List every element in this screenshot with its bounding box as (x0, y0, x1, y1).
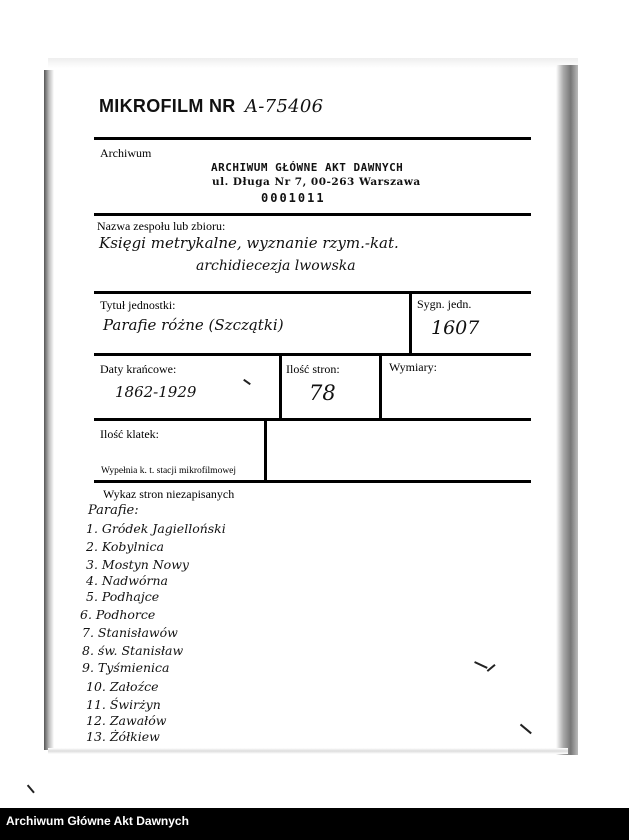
microfilm-title (99, 96, 323, 117)
list-item: 7. Stanisławów (82, 625, 178, 640)
divider-frames-vertical (264, 418, 267, 481)
pages-handwritten: 78 (309, 381, 336, 405)
collection-label: Nazwa zespołu lub zbioru: (97, 219, 226, 233)
unwritten-pages-label: Wykaz stron niezapisanych (103, 487, 235, 501)
list-item: 1. Gródek Jagielloński (86, 521, 226, 536)
frames-note: Wypełnia k. t. stacji mikrofilmowej (101, 466, 237, 476)
pen-mark (27, 784, 35, 793)
scan-right-edge (556, 65, 578, 755)
parishes-heading: Parafie: (88, 503, 139, 518)
divider-signature-vertical (409, 291, 412, 354)
collection-handwritten-line2: archidiecezja lwowska (196, 258, 356, 274)
divider-dates-vertical (279, 353, 282, 419)
list-item: 10. Załoźce (86, 679, 159, 694)
dates-handwritten: 1862-1929 (115, 383, 197, 401)
frames-label: Ilość klatek: (100, 427, 159, 441)
list-item: 2. Kobylnica (86, 539, 164, 554)
signature-label: Sygn. jedn. (417, 297, 472, 311)
list-item: 6. Podhorce (80, 607, 156, 622)
divider-collection (94, 291, 531, 294)
archive-stamp-line1: ARCHIWUM GŁÓWNE AKT DAWNYCH (211, 161, 404, 174)
signature-handwritten: 1607 (431, 317, 480, 339)
list-item: 3. Mostyn Nowy (86, 557, 189, 572)
divider-archive (94, 213, 531, 216)
divider-dates (94, 418, 531, 421)
divider-title (94, 137, 531, 140)
pages-label: Ilość stron: (286, 362, 340, 376)
archive-stamp-number: 0001011 (261, 191, 326, 205)
archive-label: Archiwum (100, 146, 152, 160)
list-item: 12. Zawałów (86, 713, 167, 728)
divider-pages-vertical (379, 353, 382, 419)
list-item: 4. Nadwórna (86, 573, 168, 588)
dates-label: Daty krańcowe: (100, 362, 177, 376)
title-label: MIKROFILM NR (99, 96, 236, 116)
list-item: 8. św. Stanisław (82, 643, 184, 658)
divider-frames (94, 480, 531, 483)
scan-bottom-edge (48, 748, 568, 754)
archive-stamp-line2: ul. Długa Nr 7, 00-263 Warszawa (212, 176, 421, 188)
list-item: 9. Tyśmienica (82, 660, 170, 675)
microfilm-number: A-75406 (244, 96, 324, 117)
list-item: 5. Podhajce (86, 589, 160, 604)
unit-title-handwritten: Parafie różne (Szczątki) (103, 316, 284, 334)
list-item: 11. Świrżyn (86, 697, 161, 712)
collection-handwritten-line1: Księgi metrykalne, wyznanie rzym.-kat. (99, 234, 399, 252)
footer-archive-name: Archiwum Główne Akt Dawnych (6, 814, 189, 828)
dimensions-label: Wymiary: (389, 360, 437, 374)
unit-title-label: Tytuł jednostki: (100, 298, 176, 312)
list-item: 13. Żółkiew (86, 729, 160, 744)
divider-unit (94, 353, 531, 356)
